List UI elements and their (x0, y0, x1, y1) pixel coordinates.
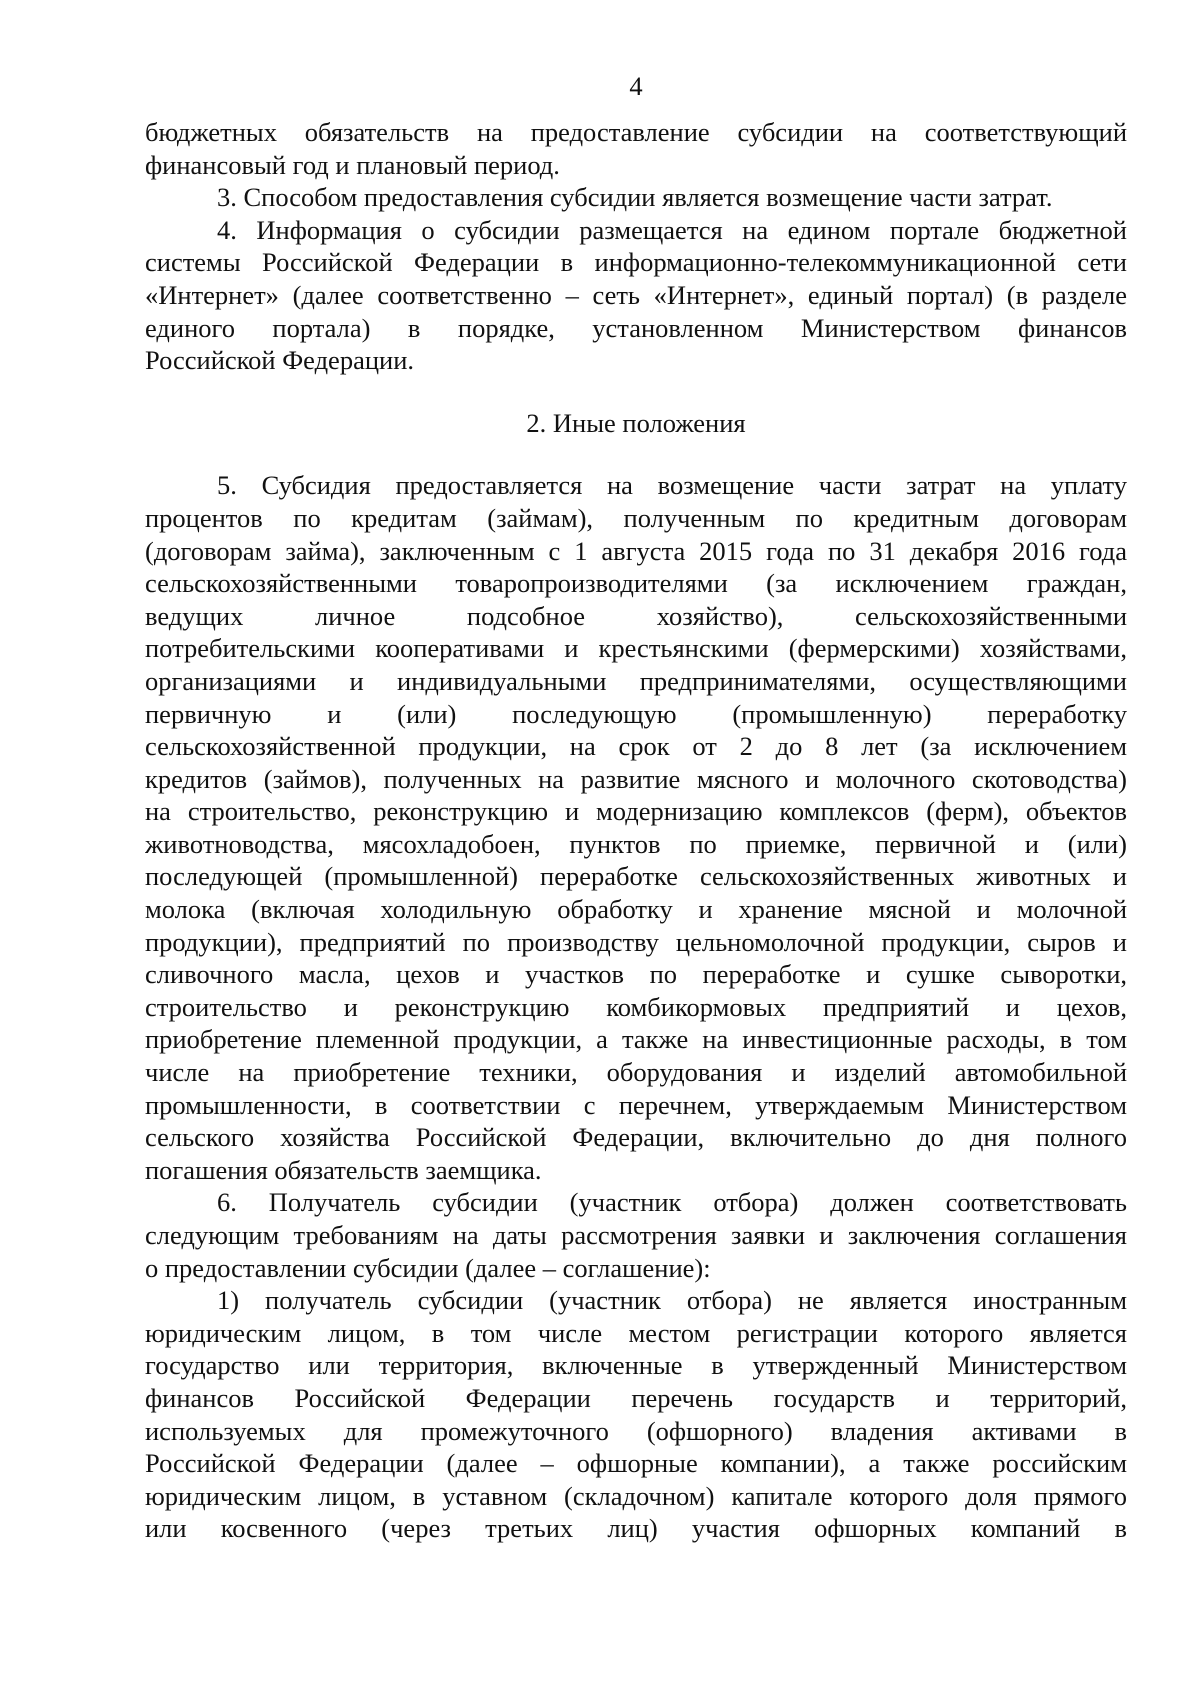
text-line: о предоставлении субсидии (далее – соглашение): (145, 1252, 711, 1283)
text-line: (договорам займа), заключенным с 1 августа 2015 года по 31 декабря 2016 года (145, 535, 1127, 566)
text-line: потребительскими кооперативами и крестьянскими (фермерскими) хозяйствами, (145, 633, 1127, 664)
text-line: финансовый год и плановый период. (145, 149, 560, 180)
text-line: следующим требованиям на даты рассмотрения заявки и заключения соглашения (145, 1220, 1127, 1250)
text-line: последующей (промышленной) переработке сельскохозяйственных животных и (145, 861, 1127, 892)
paragraph (145, 1284, 1127, 1545)
text-line: юридическим лицом, в том числе местом регистрации которого является (145, 1317, 1127, 1348)
section-heading: 2. Иные положения (526, 407, 746, 438)
text-line: сельского хозяйства Российской Федерации, включительно до дня полного (145, 1122, 1127, 1153)
text-line: единого портала) в порядке, установленном Министерством финансов (145, 312, 1127, 343)
text-line: промышленности, в соответствии с перечнем, утверждаемым Министерством (145, 1089, 1127, 1120)
text-line: сельскохозяйственными товаропроизводителями (за исключением граждан, (145, 568, 1127, 599)
text-line: сельскохозяйственной продукции, на срок от 2 до 8 лет (за исключением (145, 731, 1127, 762)
text-line: 4. Информация о субсидии размещается на едином портале бюджетной (217, 214, 1127, 245)
text-line: кредитов (займов), полученных на развитие мясного и молочного скотоводства) (145, 763, 1127, 794)
text-line: числе на приобретение техники, оборудования и изделий автомобильной (145, 1057, 1127, 1088)
document-page (145, 70, 1127, 1545)
text-block-after-heading (145, 469, 1127, 1545)
text-line: сливочного масла, цехов и участков по переработке и сушке сыворотки, (145, 959, 1127, 990)
text-line: 3. Способом предоставления субсидии является возмещение части затрат. (217, 182, 1053, 213)
text-line: процентов по кредитам (займам), полученным по кредитным договорам (145, 502, 1127, 533)
text-line: системы Российской Федерации в информационно-телекоммуникационной сети (145, 247, 1127, 278)
paragraph (145, 1186, 1127, 1284)
text-line: животноводства, мясохладобоен, пунктов по приемке, первичной и (или) (145, 828, 1127, 859)
paragraph (145, 181, 1127, 214)
text-line: первичную и (или) последующую (промышленную) переработку (145, 698, 1127, 729)
paragraph (145, 469, 1127, 1186)
text-line: или косвенного (через третьих лиц) участия офшорных компаний в (145, 1513, 1127, 1544)
text-line: 1) получатель субсидии (участник отбора) не является иностранным (217, 1285, 1127, 1316)
page-number: 4 (629, 71, 643, 101)
text-line: 6. Получатель субсидии (участник отбора) должен соответствовать (217, 1187, 1127, 1218)
text-line: Российской Федерации. (145, 345, 414, 376)
text-line: строительство и реконструкцию комбикормовых предприятий и цехов, (145, 991, 1127, 1022)
text-line: 5. Субсидия предоставляется на возмещение части затрат на уплату (217, 470, 1127, 501)
text-line: государство или территория, включенные в утвержденный Министерством (145, 1350, 1127, 1381)
text-line: бюджетных обязательств на предоставление субсидии на соответствующий (145, 117, 1127, 147)
paragraph (145, 116, 1127, 181)
text-line: на строительство, реконструкцию и модернизацию комплексов (ферм), объектов (145, 796, 1127, 827)
text-line: юридическим лицом, в уставном (складочном) капитале которого доля прямого (145, 1480, 1127, 1511)
text-line: продукции), предприятий по производству цельномолочной продукции, сыров и (145, 926, 1127, 957)
paragraph (145, 214, 1127, 377)
text-line: финансов Российской Федерации перечень государств и территорий, (145, 1382, 1127, 1413)
text-line: «Интернет» (далее соответственно – сеть «Интернет», единый портал) (в разделе (145, 279, 1127, 310)
text-line: Российской Федерации (далее – офшорные компании), а также российским (145, 1448, 1127, 1479)
text-line: погашения обязательств заемщика. (145, 1154, 542, 1185)
text-line: используемых для промежуточного (офшорного) владения активами в (145, 1415, 1127, 1446)
text-line: ведущих личное подсобное хозяйство), сельскохозяйственными (145, 600, 1127, 631)
text-line: организациями и индивидуальными предпринимателями, осуществляющими (145, 665, 1127, 696)
text-line: молока (включая холодильную обработку и хранение мясной и молочной (145, 894, 1127, 925)
text-line: приобретение племенной продукции, а также на инвестиционные расходы, в том (145, 1024, 1127, 1055)
text-block-before-heading (145, 116, 1127, 377)
